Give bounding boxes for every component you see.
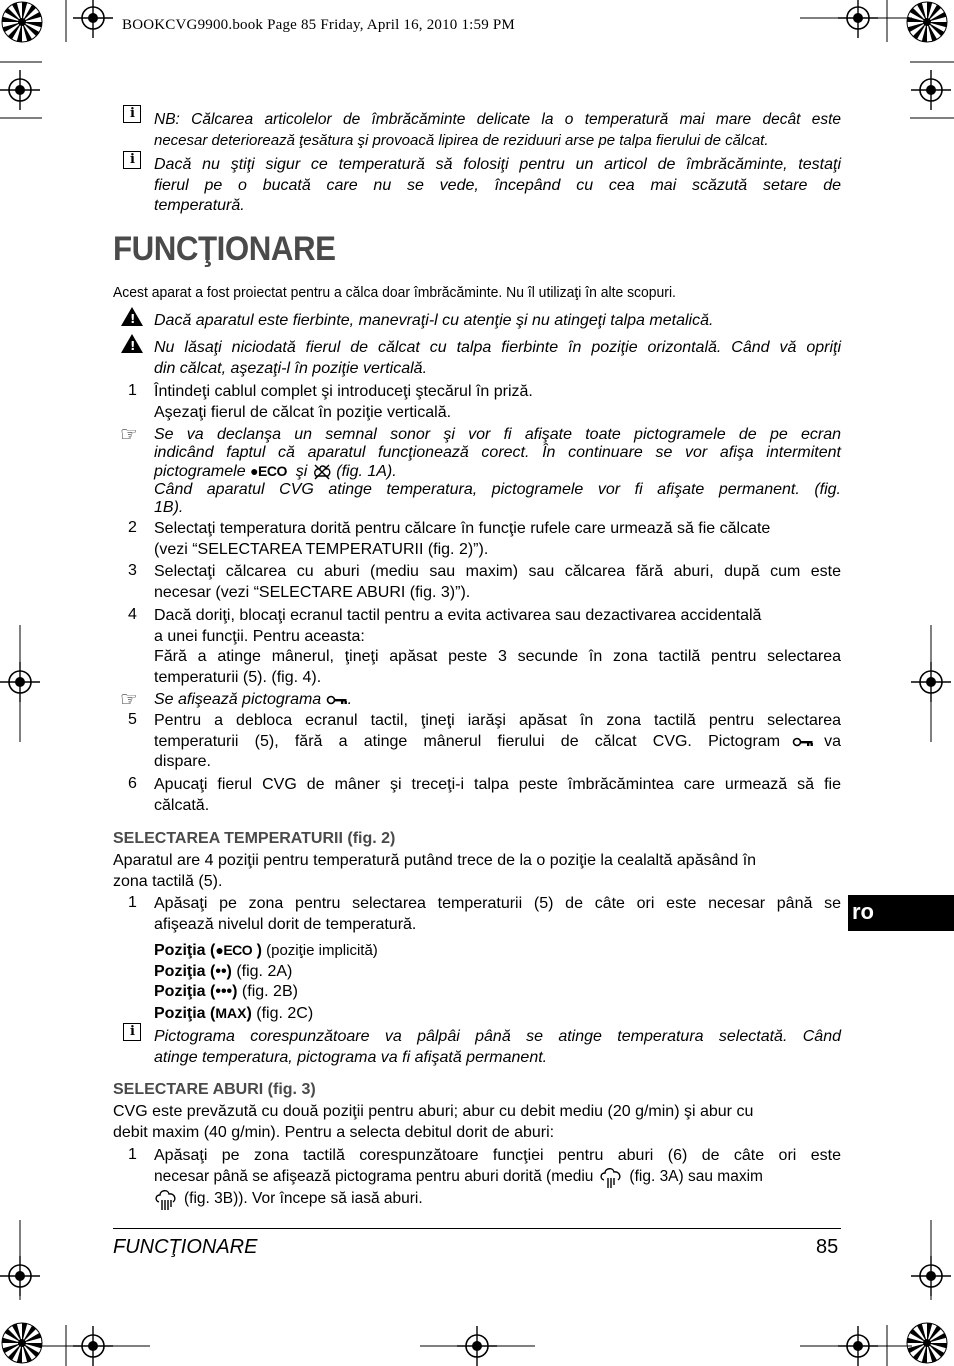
steam-step-line-2-text: necesar până se afişează pictograma pentru aburi dorită (mediu [154,1168,594,1186]
info-icon: i [123,151,141,169]
position-close: ) [252,942,262,959]
steam-step [154,1146,841,1211]
position-label: Poziţia ( [154,1004,216,1022]
pointing-hand-icon: ☞ [120,422,138,446]
step-5-line-1: Pentru a debloca ecranul tactil, ţineţi iarăşi apăsat în zona tactilă pentru selectarea [154,712,841,729]
step-2-line-2: (vezi “SELECTAREA TEMPERATURII (fig. 2)”). [154,540,489,558]
steam-step-line-2-end: (fig. 3A) sau maxim [629,1168,763,1186]
step-2 [154,519,841,560]
tip-1-line-5: 1B). [154,499,184,516]
eco-label: ECO [223,942,253,958]
key-lock-icon [326,694,348,706]
step-5-line-2 [154,732,841,753]
eco-icon: ●ECO [215,942,253,958]
step-number: 5 [128,711,137,728]
step-number: 2 [128,519,137,536]
temperature-intro-line-2: zona tactilă (5). [113,872,223,890]
position-desc: (fig. 2A) [231,962,293,980]
position-label: Poziţia ( [154,962,216,980]
temperature-intro [113,851,841,892]
step-4-line-4: temperaturii (5). (fig. 4). [154,668,322,686]
step-6-line-2: călcată. [154,796,210,814]
steam-intro [113,1102,841,1143]
step-4-line-3: Fără a atinge mânerul, ţineţi apăsat peste 3 secunde în zona tactilă pentru selectarea [154,648,841,665]
temperature-positions [154,940,378,1024]
position-label: Poziţia ( [154,942,216,959]
eco-icon: ●ECO [250,463,287,479]
step-5-line-2-end: va [824,732,841,750]
warning-2-line-2: din călcat, aşezaţi-l în poziţie verticală. [154,359,428,377]
step-number: 1 [128,894,137,911]
step-3-line-1: Selectaţi călcarea cu aburi (mediu sau maxim) sau călcarea fără aburi, după cum este [154,563,841,580]
step-5-line-2-text: temperaturii (5), fără a atinge mânerul fierului de călcat CVG. Pictogram [154,732,781,750]
step-5 [154,711,841,773]
temperature-note-line-1: Pictograma corespunzătoare va pâlpâi până se atinge temperatura selectată. Când [154,1028,841,1045]
step-1-line-1: Întindeţi cablul complet şi introduceţi ştecărul în priză. [154,383,533,400]
step-2-line-1: Selectaţi temperatura dorită pentru călcare în funcţie rufele care urmează să fie călcate [154,520,771,537]
section-intro: Acest aparat a fost proiectat pentru a călca doar îmbrăcăminte. Nu îl utilizaţi în alte scopuri. [113,284,676,301]
tip-1-line-4: Când aparatul CVG atinge temperatura, pictogramele vor fi afişate permanent. (fig. [154,481,841,498]
steam-max-icon [154,1189,178,1211]
temperature-heading: SELECTAREA TEMPERATURII (fig. 2) [113,830,396,847]
position-close: ) [226,962,232,980]
position-eco [154,940,378,962]
step-1-line-2: Aşezaţi fierul de călcat în poziţie verticală. [154,403,452,421]
position-close: ) [232,983,238,1000]
step-3 [154,562,841,603]
language-tab: ro [848,895,954,931]
temperature-note-line-2: atinge temperatura, pictograma va fi afişată permanent. [154,1048,548,1066]
temperature-note [154,1027,841,1068]
page-title: FUNCŢIONARE [113,230,336,268]
steam-step-line-1: Apăsaţi pe zona tactilă corespunzătoare funcţiei pentru aburi (6) de câte ori este [154,1147,841,1164]
temperature-step-line-1: Apăsaţi pe zona pentru selectarea temperaturii (5) de câte ori este necesar până se [154,895,841,912]
step-6 [154,775,841,816]
step-5-line-3: dispare. [154,753,211,770]
steam-step-line-2 [154,1167,841,1189]
position-desc: (poziţie implicită) [261,942,378,959]
book-header-info: BOOKCVG9900.book Page 85 Friday, April 16, 2010 1:59 PM [122,17,515,33]
temperature-intro-line-1: Aparatul are 4 poziţii pentru temperatură putând trece de la o poziţie la cealaltă apăsând în [113,852,757,869]
steam-step-line-3 [154,1189,841,1211]
temperature-step [154,894,841,935]
warning-2 [154,338,841,379]
temperature-step-line-2: afişează nivelul dorit de temperatură. [154,915,417,933]
steam-intro-line-2: debit maxim (40 g/min). Pentru a selecta debitul dorit de aburi: [113,1123,555,1141]
step-number: 1 [128,382,137,399]
step-4-line-2: a unei funcţii. Pentru aceasta: [154,627,365,645]
info-icon: i [123,1023,141,1041]
step-number: 6 [128,775,137,792]
step-4-line-1: Dacă doriţi, blocaţi ecranul tactil pentru a evita activarea sau dezactivarea accidentală [154,607,762,624]
unsure-line-1: Dacă nu ştiţi sigur ce temperatură să folosiţi pentru un articol de îmbrăcăminte, testaţi [154,156,841,173]
step-4 [154,606,841,688]
step-1 [154,382,841,423]
tip-2-text: Se afişează pictograma [154,691,322,708]
steam-step-line-3-text: (fig. 3B)). Vor începe să iasă aburi. [184,1190,423,1208]
position-close: ) [246,1004,252,1022]
tip-1-text-b: şi [295,463,308,480]
tip-1-text-c: (fig. 1A). [336,463,397,480]
step-number: 4 [128,606,137,623]
unsure-line-2: fierul pe o bucată care nu se vede, începând cu cea mai scăzută setare de [154,176,841,194]
unsure-note [154,155,841,217]
page-number: 85 [816,1236,839,1258]
tip-1-text-a: pictogramele [154,463,246,480]
steam-heading: SELECTARE ABURI (fig. 3) [113,1081,316,1098]
steam-medium-icon [599,1167,623,1189]
warning-icon [121,334,143,353]
tip-1 [154,426,841,517]
steam-off-icon [312,462,332,480]
unsure-line-3: temperatură. [154,197,245,214]
position-2-dots [154,962,378,983]
position-desc: (fig. 2B) [237,983,298,1000]
position-max [154,1003,378,1025]
tip-1-line-3 [154,462,841,481]
eco-label: ECO [258,463,287,479]
position-label: Poziţia ( [154,983,216,1000]
two-dots-mark: •• [215,962,227,980]
tip-1-line-2: indicând faptul că aparatul funcţionează corect. În continuare se vor afişa intermitent [154,444,841,461]
nb-note-line-1: NB: Călcarea articolelor de îmbrăcăminte delicate la o temperatură mai mare decât este [154,111,841,128]
key-lock-icon [792,736,814,748]
footer-section-title: FUNCŢIONARE [113,1236,258,1258]
position-desc: (fig. 2C) [251,1004,314,1022]
step-number: 1 [128,1146,137,1163]
pointing-hand-icon: ☞ [120,687,138,711]
warning-2-line-1: Nu lăsaţi niciodată fierul de călcat cu talpa fierbinte în poziţie orizontală. Când vă opriţi [154,339,841,356]
tip-1-line-1: Se va declanşa un semnal sonor şi vor fi afişate toate pictogramele de pe ecran [154,426,841,443]
nb-note-line-2: necesar deteriorează ţesătura şi provoacă lipirea de reziduuri arse pe talpa fierului de călcat. [154,132,769,149]
warning-icon [121,307,143,326]
info-icon: i [123,105,141,123]
max-mark: MAX [215,1004,247,1021]
nb-note [154,109,841,151]
three-dots-mark: ••• [215,983,233,1000]
position-3-dots [154,982,378,1003]
tip-2-end: . [347,691,353,708]
warning-1: Dacă aparatul este fierbinte, manevraţi-l cu atenţie şi nu atingeţi talpa metalică. [154,312,714,329]
step-number: 3 [128,562,137,579]
footer-rule [113,1228,841,1229]
step-3-line-2: necesar (vezi “SELECTARE ABURI (fig. 3)”). [154,583,471,601]
steam-intro-line-1: CVG este prevăzută cu două poziţii pentru aburi; abur cu debit mediu (20 g/min) şi abur cu [113,1103,754,1120]
tip-2 [154,690,352,711]
step-6-line-1: Apucaţi fierul CVG de mâner şi treceţi-i talpa peste îmbrăcămintea care urmează să fie [154,776,841,793]
